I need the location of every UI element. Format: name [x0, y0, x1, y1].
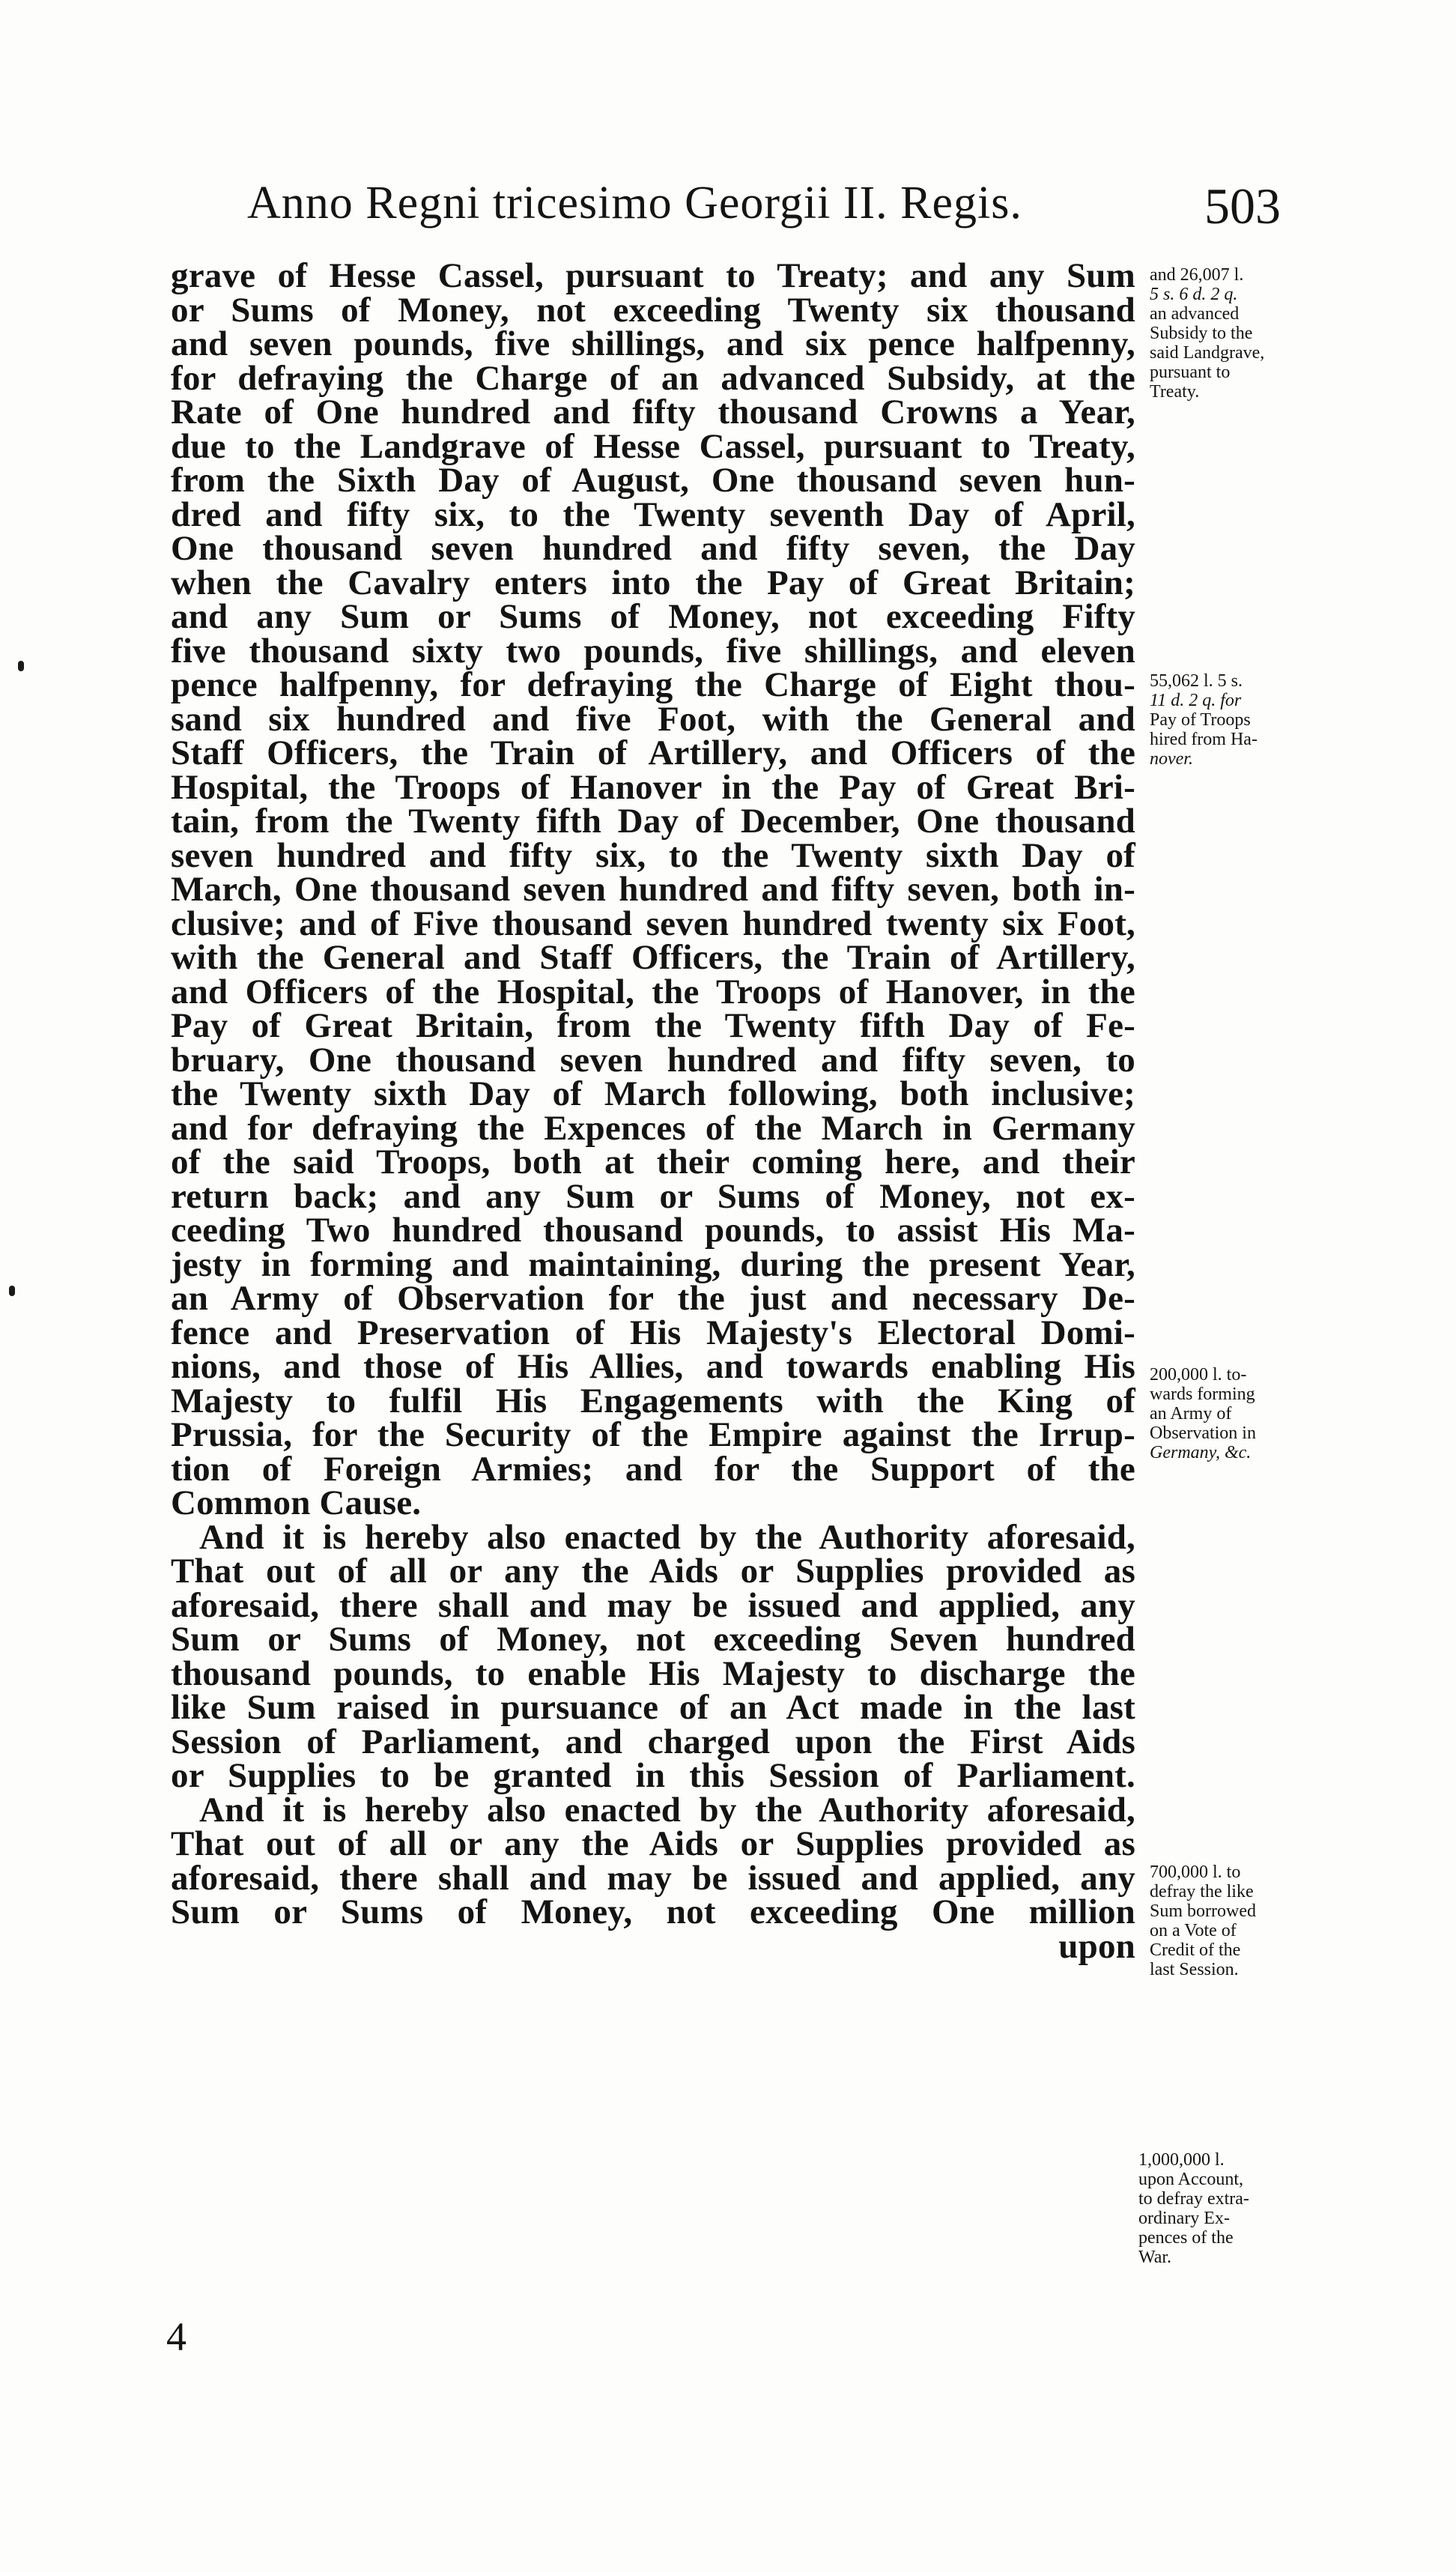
margin-note-line: and 26,007 l.	[1150, 265, 1244, 285]
margin-note-line: 200,000 l. to-	[1150, 1365, 1247, 1385]
text-line: like Sum raised in pursuance of an Act made in the last	[171, 1688, 1135, 1727]
text-line: grave of Hesse Cassel, pursuant to Treaty; and any Sum	[171, 256, 1135, 295]
body-text	[171, 256, 1135, 1966]
text-line: nions, and those of His Allies, and towards enabling His	[171, 1347, 1135, 1386]
text-line: from the Sixth Day of August, One thousand seven hun-	[171, 461, 1135, 500]
margin-note-line: wards forming	[1150, 1385, 1255, 1404]
margin-note-line: pursuant to	[1150, 363, 1231, 382]
text-line: Majesty to fulfil His Engagements with the King of	[171, 1381, 1135, 1420]
catchword: upon	[1058, 1926, 1135, 1966]
margin-note-line: Sum borrowed	[1150, 1901, 1256, 1921]
text-line: and for defraying the Expences of the March in Germany	[171, 1108, 1135, 1148]
margin-note-line: said Landgrave,	[1150, 343, 1265, 363]
text-line: and Officers of the Hospital, the Troops of Hanover, in the	[171, 972, 1135, 1011]
text-line: And it is hereby also enacted by the Authority aforesaid,	[199, 1517, 1135, 1557]
text-line: That out of all or any the Aids or Supplies provided as	[171, 1824, 1135, 1863]
margin-note-line: Subsidy to the	[1150, 324, 1253, 343]
text-line: Prussia, for the Security of the Empire against the Irrup-	[171, 1415, 1135, 1454]
margin-note	[1150, 671, 1322, 769]
text-line: of the said Troops, both at their coming here, and their	[171, 1143, 1135, 1181]
margin-note-line: to defray extra-	[1138, 2189, 1249, 2209]
text-line: dred and fifty six, to the Twenty seventh Day of April,	[171, 494, 1135, 534]
text-line: an Army of Observation for the just and necessary De-	[171, 1279, 1135, 1318]
text-line: Rate of One hundred and fifty thousand Crowns a Year,	[171, 393, 1135, 432]
text-line: tain, from the Twenty fifth Day of December, One thousand	[171, 802, 1135, 841]
margin-note-line: nover.	[1150, 749, 1193, 769]
ink-speck	[9, 1286, 15, 1296]
text-line: And it is hereby also enacted by the Authority aforesaid,	[199, 1790, 1135, 1830]
text-line: five thousand sixty two pounds, five shillings, and eleven	[171, 631, 1135, 671]
text-line: Staff Officers, the Train of Artillery, and Officers of the	[171, 733, 1135, 772]
text-line: thousand pounds, to enable His Majesty to discharge the	[171, 1653, 1135, 1693]
text-line: ceeding Two hundred thousand pounds, to assist His Ma-	[171, 1211, 1135, 1250]
text-line: aforesaid, there shall and may be issued and applied, any	[171, 1858, 1135, 1898]
margin-note-line: 700,000 l. to	[1150, 1863, 1241, 1882]
text-line: pence halfpenny, for defraying the Charge of Eight thou-	[171, 665, 1135, 704]
text-line: or Supplies to be granted in this Session of Parliament.	[171, 1756, 1135, 1795]
text-line: when the Cavalry enters into the Pay of Great Britain;	[171, 563, 1135, 602]
text-line: and any Sum or Sums of Money, not exceeding Fifty	[171, 597, 1135, 636]
margin-note	[1150, 1365, 1322, 1462]
margin-note-line: 55,062 l. 5 s.	[1150, 671, 1243, 691]
text-line: bruary, One thousand seven hundred and fifty seven, to	[171, 1040, 1135, 1080]
text-line: and seven pounds, five shillings, and six pence halfpenny,	[171, 324, 1135, 363]
margin-note-line: 5 s. 6 d. 2 q.	[1150, 285, 1238, 304]
margin-note-line: Observation in	[1150, 1423, 1256, 1443]
text-line: Sum or Sums of Money, not exceeding One million	[171, 1892, 1135, 1931]
margin-note-line: upon Account,	[1138, 2170, 1243, 2189]
text-line: tion of Foreign Armies; and for the Support of the	[171, 1449, 1135, 1489]
signature-mark: 4	[166, 2314, 186, 2359]
margin-note-line: an advanced	[1150, 304, 1240, 324]
ink-speck	[18, 661, 24, 671]
text-line: clusive; and of Five thousand seven hundred twenty six Foot,	[171, 904, 1135, 943]
text-line: aforesaid, there shall and may be issued and applied, any	[171, 1585, 1135, 1625]
margin-note-line: Treaty.	[1150, 382, 1200, 402]
text-line: the Twenty sixth Day of March following, both inclusive;	[171, 1074, 1135, 1113]
margin-note-line: 11 d. 2 q. for	[1150, 691, 1242, 710]
text-line: return back; and any Sum or Sums of Money, not ex-	[171, 1176, 1135, 1216]
text-line: for defraying the Charge of an advanced Subsidy, at the	[171, 358, 1135, 398]
text-line: One thousand seven hundred and fifty seven, the Day	[171, 529, 1135, 568]
text-line: fence and Preservation of His Majesty's Electoral Domi-	[171, 1313, 1135, 1352]
margin-note-line: Credit of the	[1150, 1940, 1241, 1960]
margin-note-line: Germany, &c.	[1150, 1443, 1252, 1462]
text-line: Common Cause.	[171, 1483, 422, 1522]
text-line: sand six hundred and five Foot, with the General and	[171, 699, 1135, 739]
margin-note-line: War.	[1138, 2248, 1172, 2267]
margin-note-line: ordinary Ex-	[1138, 2209, 1230, 2228]
text-line: Sum or Sums of Money, not exceeding Seven hundred	[171, 1620, 1135, 1659]
text-line: March, One thousand seven hundred and fifty seven, both in-	[171, 870, 1135, 909]
margin-note-line: on a Vote of	[1150, 1921, 1237, 1940]
margin-note-line: Pay of Troops	[1150, 710, 1251, 730]
page-number: 503	[1204, 178, 1281, 234]
margin-note-line: an Army of	[1150, 1404, 1232, 1423]
page-header	[247, 177, 1281, 259]
margin-note-line: 1,000,000 l.	[1138, 2150, 1225, 2170]
text-line: Hospital, the Troops of Hanover in the Pay of Great Bri-	[171, 767, 1135, 807]
text-line: due to the Landgrave of Hesse Cassel, pursuant to Treaty,	[171, 426, 1135, 466]
margin-note	[1138, 2150, 1311, 2267]
margin-note-line: pences of the	[1138, 2228, 1234, 2248]
text-line: with the General and Staff Officers, the Train of Artillery,	[171, 938, 1135, 977]
text-line: Pay of Great Britain, from the Twenty fifth Day of Fe-	[171, 1006, 1135, 1045]
text-line: Session of Parliament, and charged upon the First Aids	[171, 1722, 1135, 1761]
margin-note-line: defray the like	[1150, 1882, 1254, 1901]
text-line: seven hundred and fifty six, to the Twenty sixth Day of	[171, 835, 1135, 875]
text-line: or Sums of Money, not exceeding Twenty six thousand	[171, 290, 1135, 330]
margin-note-line: hired from Ha-	[1150, 730, 1258, 749]
text-line: jesty in forming and maintaining, during the present Year,	[171, 1244, 1135, 1284]
margin-note-line: last Session.	[1150, 1960, 1239, 1979]
margin-note	[1150, 1863, 1322, 1979]
margin-note	[1150, 265, 1322, 402]
running-title: Anno Regni tricesimo Georgii II. Regis.	[247, 178, 1022, 229]
text-line: That out of all or any the Aids or Supplies provided as	[171, 1552, 1135, 1591]
